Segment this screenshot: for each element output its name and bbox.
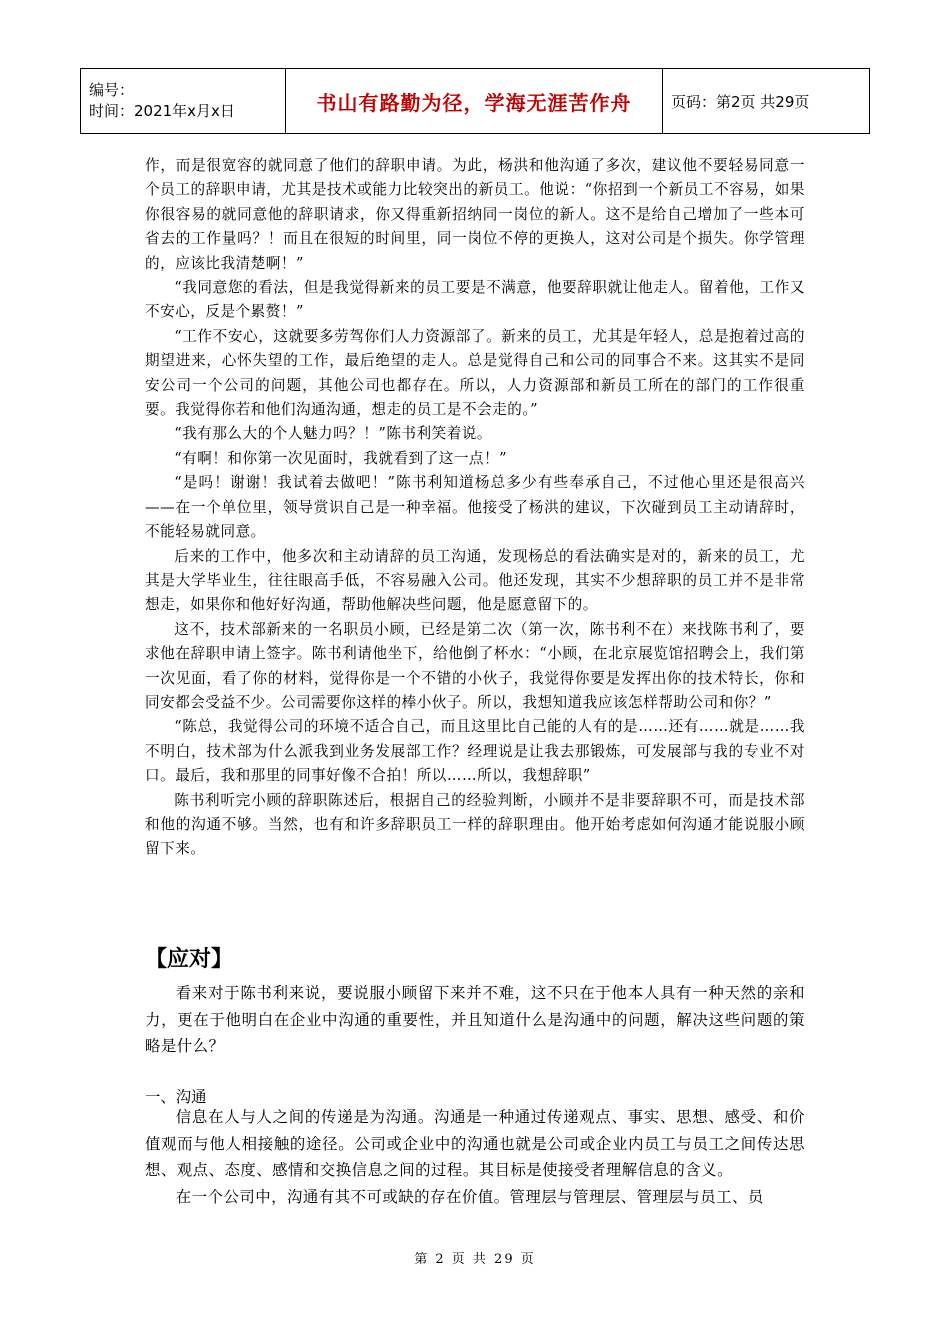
document-number-label: 编号： [89, 81, 135, 99]
section-heading: 【应对】 [145, 947, 234, 972]
paragraph: 后来的工作中，他多次和主动请辞的员工沟通，发现杨总的看法确实是对的，新来的员工，尤其是大学毕业生，往往眼高手低，不容易融入公司。他还发现，其实不少想辞职的员工并不是非常想走，如果你和他好好沟通，帮助他解决些问题，他是愿意留下的。 [145, 547, 805, 614]
paragraph: “我有那么大的个人魅力吗？！”陈书利笑着说。 [174, 425, 492, 443]
header-motto: 书山有路勤为径，学海无涯苦作舟 [286, 69, 663, 134]
paragraph: “是吗！谢谢！我试着去做吧！”陈书利知道杨总多少有些奉承自己，不过他心里还是很高兴——在一个单位里，领导赏识自己是一种幸福。他接受了杨洪的建议，下次碰到员工主动请辞时，不能轻易就同意。 [145, 474, 805, 541]
paragraph: “有啊！和你第一次见面时，我就看到了这一点！” [174, 449, 508, 467]
paragraph: “陈总，我觉得公司的环境不适合自己，而且这里比自己能的人有的是……还有……就是……我不明白，技术部为什么派我到业务发展部工作？经理说是让我去那锻炼，可发展部与我的专业不对口。最后，我和那里的同事好像不合拍！所以……所以，我想辞职” [145, 718, 805, 785]
paragraph: 在一个公司中，沟通有其不可或缺的存在价值。管理层与管理层、管理层与员工、员 [175, 1187, 764, 1206]
paragraph: 这不，技术部新来的一名职员小顾，已经是第二次（第一次，陈书利不在）来找陈书利了，要求他在辞职申请上签字。陈书利请他坐下，给他倒了杯水：“小顾，在北京展览馆招聘会上，我们第一次见面，看了你的材料，觉得你是一个不错的小伙子，我觉得你要是发挥出你的技术特长，你和同安都会受益不少。公司需要你这样的棒小伙子。所以，我想知道我应该怎样帮助公司和你？” [145, 620, 805, 711]
document-date-label: 时间：2021年x月x日 [89, 102, 235, 120]
body-text [145, 154, 805, 862]
page-footer: 第 2 页 共 29 页 [414, 1252, 536, 1267]
paragraph: 看来对于陈书利来说，要说服小顾留下来并不难，这不只在于他本人具有一种天然的亲和力，更在于他明白在企业中沟通的重要性，并且知道什么是沟通中的问题，解决这些问题的策略是什么？ [145, 984, 805, 1055]
header-table [80, 68, 870, 134]
section-body [145, 1104, 805, 1210]
paragraph: 作，而是很宽容的就同意了他们的辞职申请。为此，杨洪和他沟通了多次，建议他不要轻易同意一个员工的辞职申请，尤其是技术或能力比较突出的新员工。他说：“你招到一个新员工不容易，如果你很容易的就同意他的辞职请求，你又得重新招纳同一岗位的新人。这不是给自己增加了一些本可省去的工作量吗？！而且在很短的时间里，同一岗位不停的更换人，这对公司是个损失。你学管理的，应该比我清楚啊！” [145, 157, 805, 272]
sub-heading: 一、沟通 [145, 1088, 207, 1106]
paragraph: “我同意您的看法，但是我觉得新来的员工要是不满意，他要辞职就让他走人。留着他，工作又不安心，反是个累赘！” [145, 279, 805, 321]
paragraph: “工作不安心，这就要多劳驾你们人力资源部了。新来的员工，尤其是年轻人，总是抱着过高的期望进来，心怀失望的工作，最后绝望的走人。总是觉得自己和公司的同事合不来。这其实不是同安公司一个公司的问题，其他公司也都存在。所以，人力资源部和新员工所在的部门的工作很重要。我觉得你若和他们沟通沟通，想走的员工是不会走的。” [145, 327, 805, 419]
paragraph: 陈书利听完小顾的辞职陈述后，根据自己的经验判断，小顾并不是非要辞职不可，而是技术部和他的沟通不够。当然，也有和许多辞职员工一样的辞职理由。他开始考虑如何沟通才能说服小顾留下来。 [145, 791, 805, 858]
header-meta-cell [81, 69, 286, 134]
header-page-info: 页码：第2页 共29页 [663, 69, 870, 134]
paragraph: 信息在人与人之间的传递是为沟通。沟通是一种通过传递观点、事实、思想、感受、和价值观而与他人相接触的途径。公司或企业中的沟通也就是公司或企业内员工与员工之间传达思想、观点、态度、感情和交换信息之间的过程。其目标是使接受者理解信息的含义。 [145, 1108, 805, 1179]
section-intro [145, 980, 805, 1060]
